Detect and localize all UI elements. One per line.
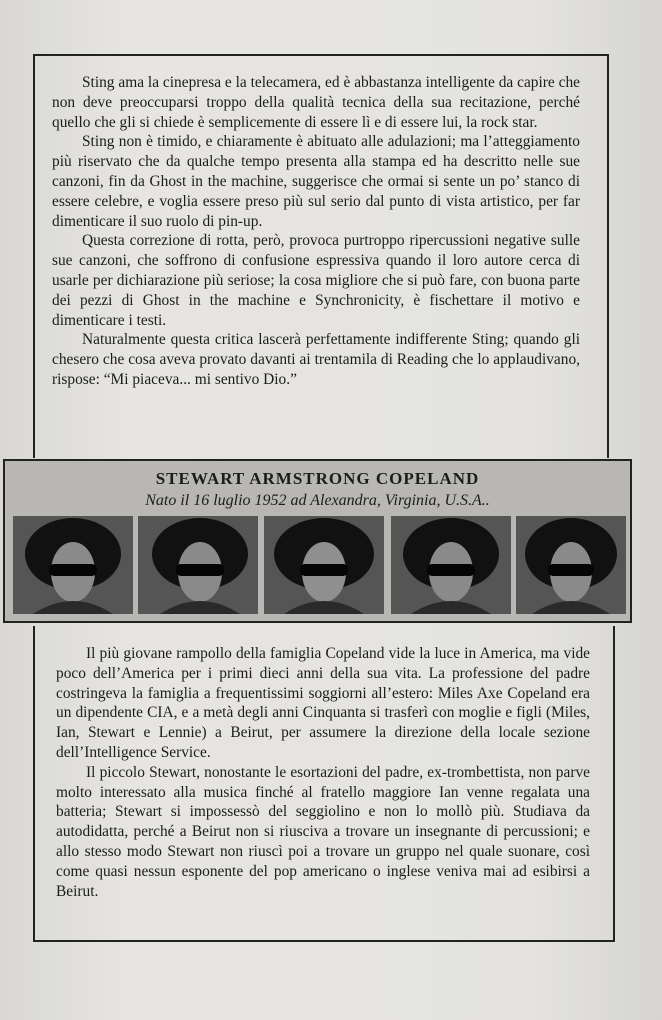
- paragraph: Il piccolo Stewart, nonostante le esortazioni del padre, ex-trombettista, non parve molto interessato alla musica finché al fratello maggiore Ian venne regalata una batteria; Stewart si impossessò del seggiolino e non lo mollò più. Studiava da autodidatta, perché a Beirut non si riusciva a trovare un insegnante di percussioni; e allo stesso modo Stewart non riuscì poi a trovare un gruppo nel quale suonare, così come quasi nessun esponente del pop americano o inglese veniva mai ad esibirsi a Beirut.: [56, 763, 590, 900]
- portrait-photo: [516, 516, 626, 614]
- paragraph: Sting ama la cinepresa e la telecamera, ed è abbastanza intelligente da capire che non deve preoccuparsi troppo della qualità tecnica della sua recitazione, perché quello che gli si chiede è semplicemente di essere lì e di essere lui, la rock star.: [52, 74, 580, 131]
- portrait-image: [138, 516, 258, 614]
- paragraph: Il più giovane rampollo della famiglia Copeland vide la luce in America, ma vide poco dell’America per i primi dieci anni della sua vita. La professione del padre costringeva la famiglia a frequentissimi soggiorni all’estero: Miles Axe Copeland era un dipendente CIA, e a metà degli anni Cinquanta si trasferì con moglie e figli (Miles, Ian, Stewart e Lennie) a Beirut, per assumere la direzione della locale sezione dell’Intelligence Service.: [56, 645, 590, 761]
- portrait-photo: [138, 516, 258, 614]
- portrait-image: [516, 516, 626, 614]
- portrait-image: [391, 516, 511, 614]
- profile-birth-info: Nato il 16 luglio 1952 ad Alexandra, Virginia, U.S.A..: [145, 492, 490, 509]
- article-text-top: [52, 73, 580, 390]
- paragraph: Naturalmente questa critica lascerà perfettamente indifferente Sting; quando gli chesero che cosa aveva provato davanti ai trentamila di Reading che lo applaudivano, rispose: “Mi piaceva... mi sentivo Dio.”: [52, 331, 580, 388]
- profile-banner: [3, 459, 632, 623]
- portrait-photo: [264, 516, 384, 614]
- portrait-photo: [13, 516, 133, 614]
- portrait-image: [13, 516, 133, 614]
- paragraph: Sting non è timido, e chiaramente è abituato alle adulazioni; ma l’atteggiamento più riservato che da qualche tempo presenta alla stampa ed ha descritto nelle sue canzoni, fin da Ghost in the machine, suggerisce che ormai si sente un po’ stanco di essere celebre, e voglia essere preso più sul serio dal punto di vista artistico, per far dimenticare il suo ruolo di pin-up.: [52, 133, 580, 230]
- article-text-bottom: [56, 644, 590, 901]
- portrait-image: [264, 516, 384, 614]
- portrait-photo: [391, 516, 511, 614]
- paragraph: Questa correzione di rotta, però, provoca purtroppo ripercussioni negative sulle sue canzoni, che soffrono di confusione espressiva quando il loro autore cerca di usarle per dichiarazione più seriose; la cosa migliore che si può fare, con buona parte dei pezzi di Ghost in the machine e Synchronicity, è fischettare il motivo e dimenticare i testi.: [52, 232, 580, 329]
- profile-name: STEWART ARMSTRONG COPELAND: [155, 469, 480, 488]
